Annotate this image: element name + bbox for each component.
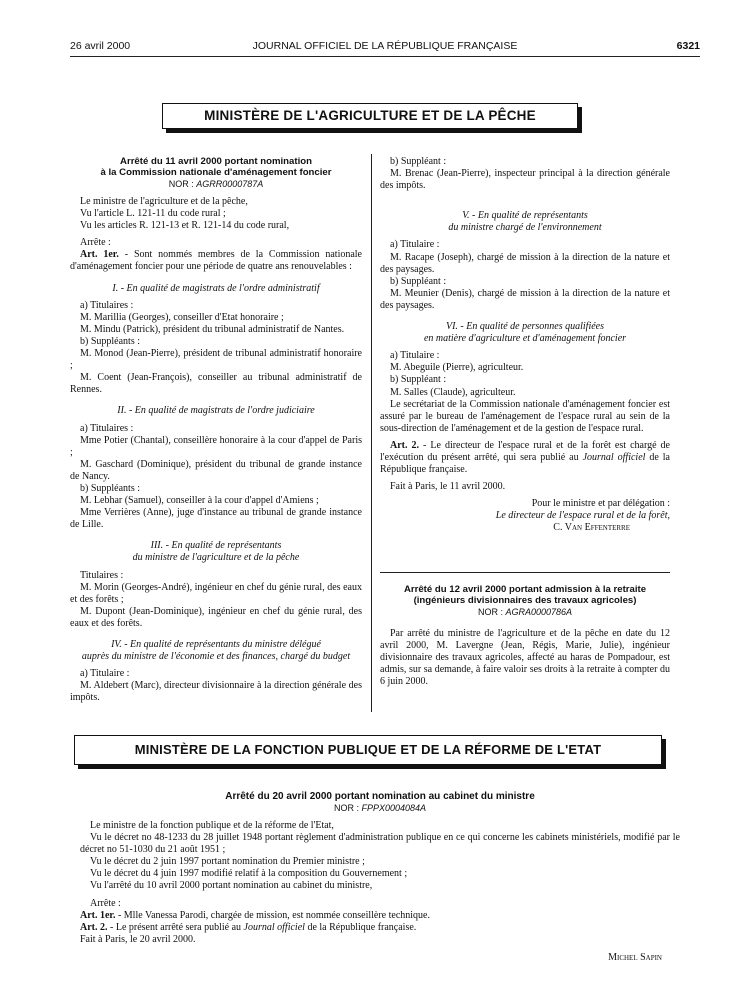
intro-line: Vu les articles R. 121-13 et R. 121-14 du code rural, (80, 220, 290, 232)
subsection-label: Titulaires : (80, 569, 124, 581)
fait-a-paris: Fait à Paris, le 20 avril 2000. (80, 933, 196, 945)
article-2 (380, 440, 670, 476)
nor-code: FPPX0004084A (361, 803, 427, 813)
subsection-label: a) Titulaire : (390, 350, 440, 362)
arrete2-text: Par arrêté du ministre de l'agriculture et de la pêche en date du 12 avril 2000, M. Lavergne (Jean, Régis, Marie, Julie), ingénieur divisionnaire des travaux agricoles, affecté au haras de Pompadour, est admis, sur sa demande, à faire valoir ses droits à la retraite à compter du 6 juin 2000. (380, 628, 670, 688)
article-number: Art. 1er. (80, 909, 116, 921)
visa-line: Vu l'arrêté du 10 avril 2000 portant nomination au cabinet du ministre, (90, 880, 373, 892)
header-rule (70, 56, 700, 57)
subsection-label: a) Titulaire : (80, 668, 130, 680)
visa-line: Vu le décret du 4 juin 1997 modifié relatif à la composition du Gouvernement ; (90, 868, 408, 880)
subsection-label: b) Suppléant : (390, 275, 447, 287)
arrete2-title-line1: Arrêté du 12 avril 2000 portant admission à la retraite (403, 584, 647, 595)
nor-label: NOR : (333, 803, 362, 813)
nor-label: NOR : (477, 607, 506, 617)
header-date: 26 avril 2000 (70, 40, 131, 52)
intro-line: Vu l'article L. 121-11 du code rural ; (80, 208, 226, 220)
ministry-heading-fonction-publique: MINISTÈRE DE LA FONCTION PUBLIQUE ET DE LA RÉFORME DE L'ETAT (74, 735, 662, 765)
ministry-heading-agriculture: MINISTÈRE DE L'AGRICULTURE ET DE LA PÊCHE (162, 103, 578, 129)
subsection-label: a) Titulaire : (390, 239, 440, 251)
arrete1-title (70, 156, 362, 178)
article-text: - Le présent arrêté sera publié au (107, 921, 244, 933)
secretariat-paragraph: Le secrétariat de la Commission nationale d'aménagement foncier est assuré par le bureau de l'aménagement de l'espace rural au sein de la sous-direction de l'aménagement et de la gestion de l'espace rural. (380, 398, 670, 434)
arrete1-nor (70, 178, 362, 191)
article-number: Art. 1er. (80, 249, 119, 261)
arrete2-block (380, 584, 670, 688)
subsection-label: b) Suppléants : (80, 482, 140, 494)
member-entry: M. Meunier (Denis), chargé de mission à la direction de la nature et des paysages. (380, 287, 670, 311)
section-title: du ministre de l'agriculture et de la pêche (132, 552, 300, 564)
member-entry: M. Marillia (Georges), conseiller d'Etat honoraire ; (80, 311, 284, 323)
section-title: III. - En qualité de représentants (150, 540, 282, 552)
article-1 (70, 249, 362, 273)
section-title: II. - En qualité de magistrats de l'ordre judiciaire (117, 405, 315, 417)
article-text: de la République française. (380, 451, 670, 476)
arrete2-title (380, 584, 670, 606)
arrete-separator (380, 572, 670, 573)
member-entry: Mme Potier (Chantal), conseillère honoraire à la cour d'appel de Paris ; (70, 434, 362, 458)
member-entry: M. Lebhar (Samuel), conseiller à la cour d'appel d'Amiens ; (80, 495, 319, 507)
subsection-label: b) Suppléant : (390, 156, 447, 167)
fait-a-paris: Fait à Paris, le 11 avril 2000. (390, 481, 506, 493)
arrete1-title-line2: à la Commission nationale d'aménagement foncier (100, 167, 332, 178)
member-entry: M. Morin (Georges-André), ingénieur en chef du génie rural, des eaux et des forêts ; (70, 581, 362, 605)
section-title: IV. - En qualité de représentants du ministre délégué (111, 639, 321, 650)
nor-label: NOR : (168, 179, 197, 189)
member-entry: M. Monod (Jean-Pierre), président de tribunal administratif honoraire ; (70, 348, 362, 372)
member-entry: M. Dupont (Jean-Dominique), ingénieur en chef du génie rural, des eaux et des forêts. (70, 605, 362, 629)
subsection-label: a) Titulaires : (80, 299, 134, 311)
member-entry: M. Salles (Claude), agriculteur. (390, 386, 516, 398)
member-entry: M. Coent (Jean-François), conseiller au tribunal administratif de Rennes. (70, 372, 362, 396)
arrete3-title: Arrêté du 20 avril 2000 portant nomination au cabinet du ministre (225, 791, 535, 802)
member-entry: M. Gaschard (Dominique), président du tribunal de grande instance de Nancy. (70, 458, 362, 482)
member-entry: M. Racape (Joseph), chargé de mission à la direction de la nature et des paysages. (380, 251, 670, 275)
column-divider (371, 154, 372, 712)
signature-line: Le directeur de l'espace rural et de la forêt, (495, 510, 670, 522)
header-page-number: 6321 (676, 40, 700, 52)
intro-line: Le ministre de l'agriculture et de la pêche, (80, 196, 248, 207)
nor-code: AGRA0000786A (505, 607, 573, 617)
signature-line: Pour le ministre et par délégation : (531, 498, 670, 510)
right-column (380, 156, 670, 535)
signatory-name: C. Van Effenterre (553, 522, 630, 534)
visa-line: Vu le décret du 2 juin 1997 portant nomination du Premier ministre ; (90, 856, 365, 868)
section-title: du ministre chargé de l'environnement (448, 222, 602, 234)
subsection-label: b) Suppléant : (390, 374, 447, 386)
article-text: - Sont nommés membres de la Commission nationale d'aménagement foncier pour une période de quatre ans renouvelables : (70, 249, 362, 273)
member-entry: Mme Verrières (Anne), juge d'instance au tribunal de grande instance de Lille. (70, 507, 362, 531)
section-title: V. - En qualité de représentants (462, 210, 588, 222)
journal-name: Journal officiel (243, 921, 305, 933)
article-1 (80, 910, 680, 922)
header-journal-title: JOURNAL OFFICIEL DE LA RÉPUBLIQUE FRANÇAISE (252, 40, 518, 52)
arrete-label: Arrête : (80, 237, 111, 249)
article-text: - Le directeur de l'espace rural et de la forêt est chargé de l'exécution du présent arrêté, qui sera publié au (380, 439, 670, 463)
arrete-label: Arrête : (90, 897, 121, 909)
arrete2-title-line2: (ingénieurs divisionnaires des travaux agricoles) (413, 595, 637, 606)
arrete3-nor (80, 802, 680, 815)
left-column (70, 156, 362, 704)
arrete3-block (80, 791, 680, 964)
arrete1-title-line1: Arrêté du 11 avril 2000 portant nomination (120, 156, 312, 167)
article-text: - Mlle Vanessa Parodi, chargée de mission, est nommée conseillère technique. (115, 909, 430, 921)
nor-code: AGRR0000787A (196, 179, 264, 189)
visa-line: Vu le décret no 48-1233 du 28 juillet 1948 portant règlement d'administration publique en ce qui concerne les cabinets ministériels, modifié par le décret no 51-1030 du 21 août 1951 ; (80, 832, 680, 856)
subsection-label: a) Titulaires : (80, 422, 134, 434)
visa-line: Le ministre de la fonction publique et de la réforme de l'Etat, (90, 820, 334, 831)
section-title: en matière d'agriculture et d'aménagement foncier (423, 333, 627, 345)
article-2 (80, 922, 680, 934)
section-title: auprès du ministre de l'économie et des finances, chargé du budget (81, 651, 351, 663)
member-entry: M. Mindu (Patrick), président du tribunal administratif de Nantes. (80, 323, 345, 335)
member-entry: M. Abeguile (Pierre), agriculteur. (390, 362, 524, 374)
member-entry: M. Aldebert (Marc), directeur divisionnaire à la direction générale des impôts. (70, 680, 362, 704)
member-entry: M. Brenac (Jean-Pierre), inspecteur principal à la direction générale des impôts. (380, 168, 670, 192)
section-title: VI. - En qualité de personnes qualifiées (445, 321, 605, 333)
arrete2-nor (380, 606, 670, 619)
signatory-name: Michel Sapin (608, 951, 662, 963)
article-number: Art. 2. (390, 439, 420, 451)
subsection-label: b) Suppléants : (80, 335, 140, 347)
journal-name: Journal officiel (582, 451, 646, 463)
article-text: de la République française. (304, 921, 417, 933)
section-title: I. - En qualité de magistrats de l'ordre administratif (112, 282, 320, 294)
article-number: Art. 2. (80, 921, 108, 933)
